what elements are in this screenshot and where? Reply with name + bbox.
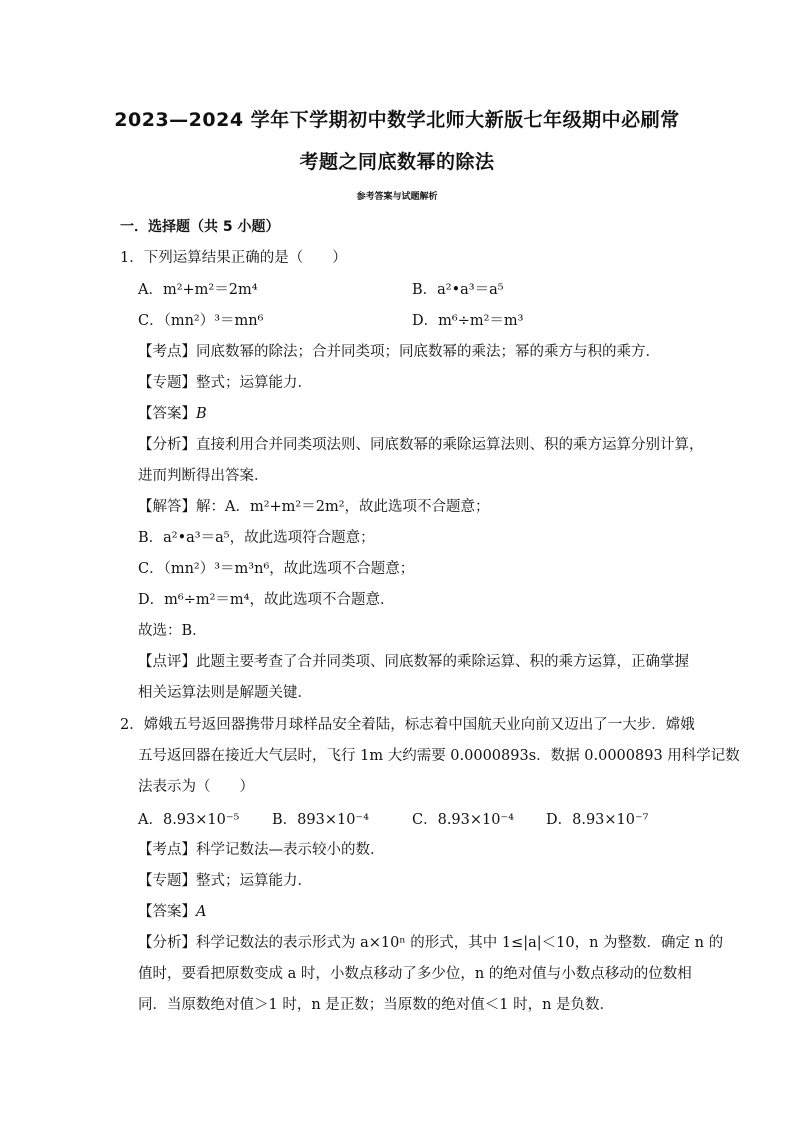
q1-analysis-text-2: 进而判断得出答案． bbox=[138, 468, 269, 484]
section-heading: 一．选择题（共 5 小题） bbox=[120, 219, 280, 235]
q1-option-c: C．（mn²）³＝mn⁶ bbox=[138, 313, 264, 329]
q1-kaodian bbox=[138, 342, 660, 362]
q1-analysis-tag: 【分析】 bbox=[138, 437, 196, 453]
q2-zhuanti-text: 整式；运算能力． bbox=[196, 873, 312, 889]
q1-comment bbox=[138, 652, 689, 672]
q1-answer-value: B bbox=[196, 406, 207, 422]
q1-choice: 故选：B． bbox=[138, 623, 207, 639]
q1-solution bbox=[138, 497, 490, 517]
q2-stem-3: 法表示为（ ） bbox=[138, 779, 254, 795]
q1-comment-tag: 【点评】 bbox=[138, 654, 196, 670]
q1-analysis-text-1: 直接利用合并同类项法则、同底数幂的乘除运算法则、积的乘方运算分别计算， bbox=[196, 437, 704, 453]
q2-kaodian-tag: 【考点】 bbox=[138, 842, 196, 858]
q1-solution-c: C．（mn²）³＝m³n⁶，故此选项不合题意； bbox=[138, 561, 415, 577]
q2-analysis-text-3: 同．当原数绝对值＞1 时，n 是正数；当原数的绝对值＜1 时，n 是负数． bbox=[138, 997, 615, 1013]
q2-answer-tag: 【答案】 bbox=[138, 904, 196, 920]
q1-option-d: D．m⁶÷m²＝m³ bbox=[412, 313, 524, 329]
q1-zhuanti-text: 整式；运算能力． bbox=[196, 375, 312, 391]
q2-analysis bbox=[138, 933, 723, 953]
q2-option-b: B．893×10⁻⁴ bbox=[272, 812, 369, 828]
q2-zhuanti bbox=[138, 871, 312, 891]
q1-answer bbox=[138, 404, 207, 424]
q1-solution-tag: 【解答】 bbox=[138, 499, 196, 515]
q2-kaodian-text: 科学记数法—表示较小的数． bbox=[196, 842, 385, 858]
q2-option-a: A．8.93×10⁻⁵ bbox=[138, 812, 240, 828]
q2-stem-1: 2．嫦娥五号返回器携带月球样品安全着陆，标志着中国航天业向前又迈出了一大步．嫦娥 bbox=[120, 717, 695, 733]
q1-comment-text-1: 此题主要考查了合并同类项、同底数幂的乘除运算、积的乘方运算，正确掌握 bbox=[196, 654, 689, 670]
q1-answer-tag: 【答案】 bbox=[138, 406, 196, 422]
q2-analysis-tag: 【分析】 bbox=[138, 935, 196, 951]
q2-answer bbox=[138, 902, 206, 922]
q1-zhuanti bbox=[138, 373, 312, 393]
q2-answer-value: A bbox=[196, 904, 207, 920]
q1-option-a: A．m²+m²＝2m⁴ bbox=[138, 282, 258, 298]
q2-kaodian bbox=[138, 840, 385, 860]
q1-stem: 1．下列运算结果正确的是（ ） bbox=[120, 250, 347, 266]
q1-solution-b: B．a²•a³＝a⁵，故此选项符合题意； bbox=[138, 530, 375, 546]
q1-kaodian-tag: 【考点】 bbox=[138, 344, 196, 360]
q2-zhuanti-tag: 【专题】 bbox=[138, 873, 196, 889]
q2-stem-2: 五号返回器在接近大气层时，飞行 1m 大约需要 0.0000893s．数据 0.0000893 用科学记数 bbox=[138, 748, 740, 764]
q1-kaodian-text: 同底数幂的除法；合并同类项；同底数幂的乘法；幂的乘方与积的乘方． bbox=[196, 344, 660, 360]
q1-solution-d: D．m⁶÷m²＝m⁴，故此选项不合题意． bbox=[138, 592, 395, 608]
q2-analysis-text-2: 值时，要看把原数变成 a 时，小数点移动了多少位，n 的绝对值与小数点移动的位数相 bbox=[138, 966, 692, 982]
document-title-line-1: 2023—2024 学年下学期初中数学北师大新版七年级期中必刷常 bbox=[114, 109, 680, 131]
q1-analysis bbox=[138, 435, 704, 455]
document-subtitle: 参考答案与试题解析 bbox=[356, 192, 438, 202]
q1-comment-text-2: 相关运算法则是解题关键． bbox=[138, 685, 312, 701]
q1-option-b: B．a²•a³＝a⁵ bbox=[412, 282, 504, 298]
q2-analysis-text-1: 科学记数法的表示形式为 a×10ⁿ 的形式，其中 1≤|a|＜10，n 为整数．确定 n 的 bbox=[196, 935, 724, 951]
q1-solution-a: 解：A．m²+m²＝2m²，故此选项不合题意； bbox=[196, 499, 490, 515]
document-title-line-2: 考题之同底数幂的除法 bbox=[299, 151, 495, 173]
q1-zhuanti-tag: 【专题】 bbox=[138, 375, 196, 391]
q2-option-d: D．8.93×10⁻⁷ bbox=[546, 812, 649, 828]
q2-option-c: C．8.93×10⁻⁴ bbox=[412, 812, 514, 828]
